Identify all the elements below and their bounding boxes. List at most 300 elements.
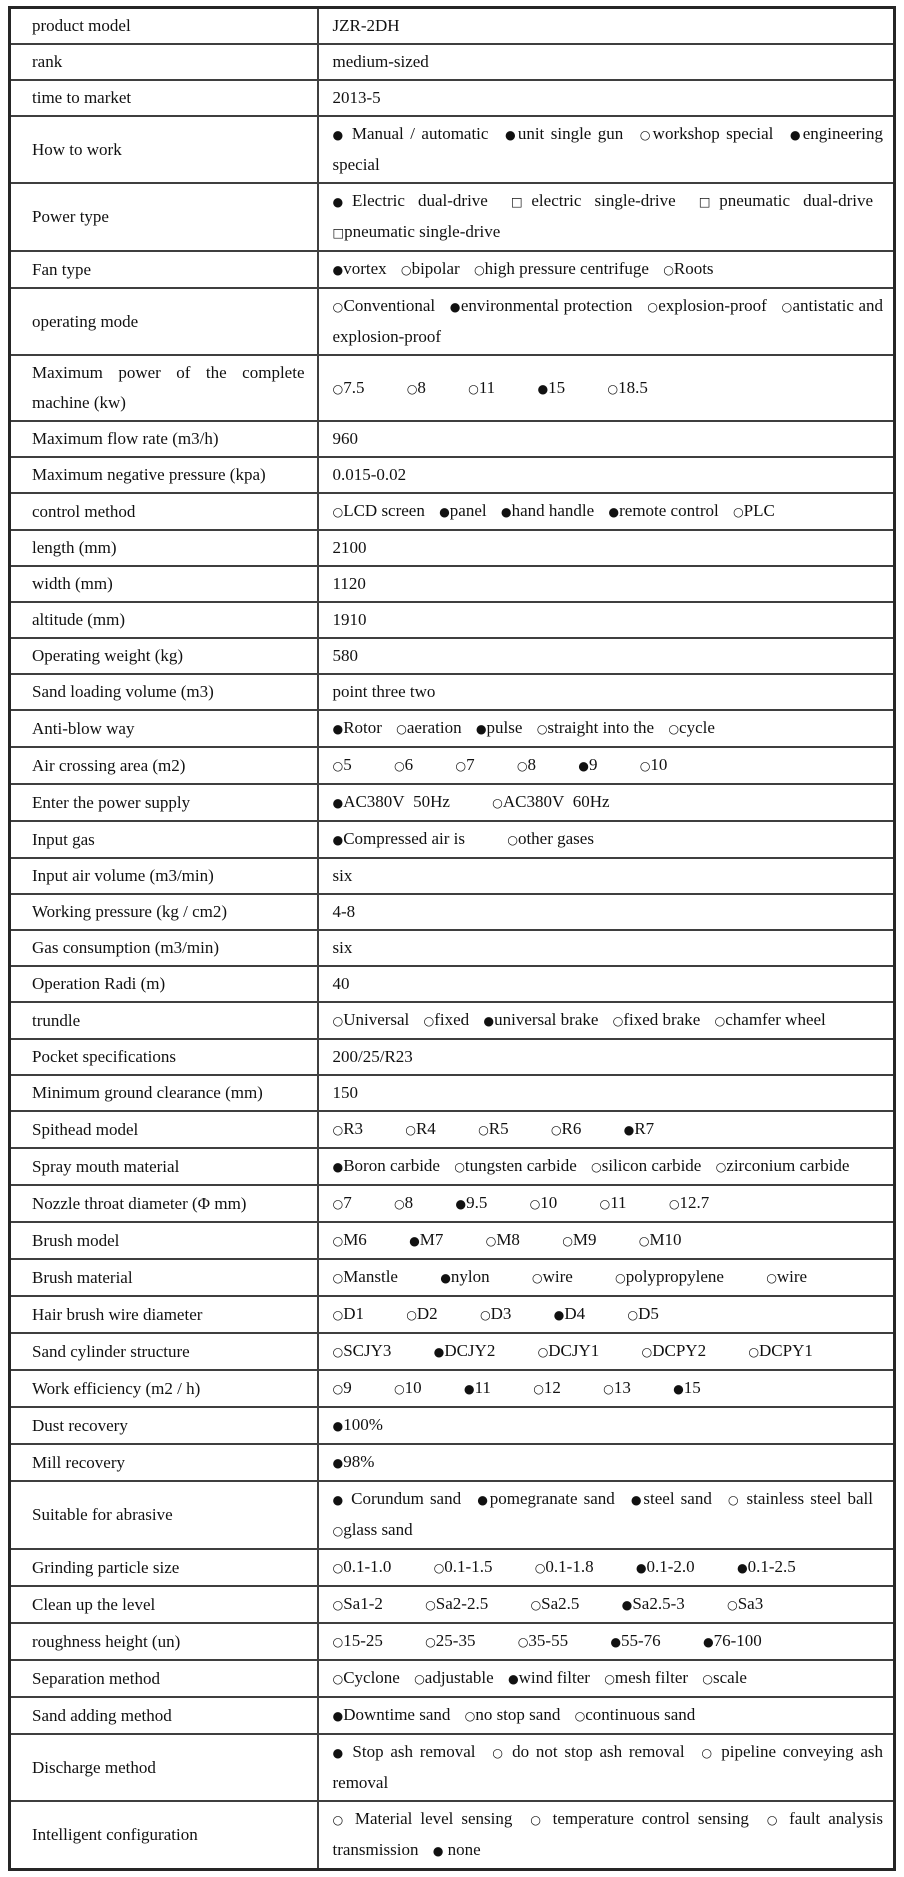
radio-unselected-icon: ○: [715, 1160, 727, 1174]
radio-unselected-icon: ○: [492, 796, 503, 810]
spec-row: [10, 710, 895, 747]
option: [603, 1378, 631, 1397]
radio-unselected-icon: ○: [607, 381, 619, 396]
radio-unselected-icon: ○: [332, 1635, 344, 1649]
spec-value: 580: [318, 638, 895, 674]
spec-value: [318, 1734, 895, 1801]
radio-unselected-icon: ○: [473, 263, 485, 277]
spec-row: [10, 1222, 895, 1259]
option: [748, 1341, 813, 1360]
radio-unselected-icon: ○: [647, 300, 659, 314]
option: [511, 191, 676, 210]
spec-label: Sand adding method: [10, 1697, 318, 1734]
option: [613, 1010, 701, 1029]
radio-unselected-icon: ○: [332, 1598, 344, 1612]
option-label: fixed brake: [623, 1010, 701, 1029]
spec-value: [318, 821, 895, 858]
option: [333, 792, 450, 811]
option: [624, 1119, 655, 1138]
option-label: 25-35: [435, 1631, 476, 1650]
spec-value: 0.015-0.02: [318, 457, 895, 493]
option: [727, 1594, 763, 1613]
spec-label: Gas consumption (m3/min): [10, 930, 318, 966]
radio-selected-icon: ●: [332, 1746, 346, 1760]
option-label: 8: [527, 755, 536, 774]
option-label: 0.1-1.0: [343, 1557, 392, 1576]
option-label: M9: [572, 1230, 597, 1249]
option-label: wind filter: [518, 1668, 590, 1687]
option: [537, 378, 565, 397]
spec-label: Fan type: [10, 251, 318, 288]
spec-value: [318, 1222, 895, 1259]
option-label: wire: [776, 1267, 808, 1286]
radio-selected-icon: ●: [610, 1635, 622, 1649]
option: [333, 1156, 440, 1175]
radio-unselected-icon: ○: [591, 1160, 602, 1174]
radio-selected-icon: ●: [477, 1493, 490, 1507]
option-label: 6: [404, 755, 414, 774]
option-label: adjustable: [424, 1668, 494, 1687]
radio-unselected-icon: ○: [627, 1308, 639, 1322]
radio-unselected-icon: ○: [464, 1709, 476, 1723]
spec-value: [318, 1111, 895, 1148]
radio-selected-icon: ●: [578, 759, 589, 773]
radio-selected-icon: ●: [332, 796, 344, 810]
spec-value: [318, 1586, 895, 1623]
spec-label: rank: [10, 44, 318, 80]
spec-value: [318, 1801, 895, 1870]
radio-unselected-icon: ○: [332, 1672, 344, 1686]
option: [455, 1193, 487, 1212]
option: [333, 501, 425, 520]
spec-value: [318, 1259, 895, 1296]
option-label: pneumatic single-drive: [344, 222, 501, 241]
option-label: 11: [474, 1378, 491, 1397]
spec-row: [10, 183, 895, 251]
radio-selected-icon: ●: [623, 1123, 635, 1137]
spec-table-body: [10, 8, 895, 1870]
option-label: Manstle: [343, 1267, 398, 1286]
option: [425, 1594, 488, 1613]
spec-value: [318, 116, 895, 183]
radio-unselected-icon: ○: [599, 1197, 611, 1211]
spec-label: Air crossing area (m2): [10, 747, 318, 784]
option: [501, 501, 594, 520]
option-label: Universal: [343, 1010, 410, 1029]
radio-unselected-icon: ○: [332, 759, 344, 773]
spec-row: [10, 784, 895, 821]
radio-unselected-icon: ○: [332, 1345, 344, 1359]
option-label: explosion-proof: [658, 296, 767, 315]
spec-value: [318, 1407, 895, 1444]
radio-selected-icon: ●: [504, 128, 518, 142]
spec-value: [318, 1623, 895, 1660]
option: [486, 1230, 520, 1249]
option-label: high pressure centrifuge: [484, 259, 649, 278]
option: [476, 718, 523, 737]
option-label: fixed: [434, 1010, 470, 1029]
spec-label: Power type: [10, 183, 318, 251]
spec-label: operating mode: [10, 288, 318, 355]
spec-row: [10, 1481, 895, 1549]
radio-unselected-icon: ○: [406, 381, 418, 396]
spec-label: Brush material: [10, 1259, 318, 1296]
option-label: zirconium carbide: [726, 1156, 850, 1175]
option: [532, 1267, 573, 1286]
option-label: do not stop ash removal: [505, 1742, 685, 1761]
option: [394, 755, 413, 774]
spec-row: [10, 894, 895, 930]
radio-selected-icon: ●: [332, 1160, 344, 1174]
option-label: D3: [490, 1304, 512, 1323]
option-label: Electric dual-drive: [352, 191, 488, 210]
radio-unselected-icon: ○: [732, 505, 744, 519]
radio-selected-icon: ●: [332, 128, 346, 142]
spec-label: Sand cylinder structure: [10, 1333, 318, 1370]
radio-unselected-icon: ○: [425, 1635, 436, 1649]
option: [333, 1557, 392, 1576]
radio-unselected-icon: ○: [332, 1561, 344, 1575]
radio-selected-icon: ●: [463, 1382, 475, 1396]
spec-value: 40: [318, 966, 895, 1002]
radio-unselected-icon: ○: [714, 1014, 726, 1028]
option: [333, 1304, 364, 1323]
radio-unselected-icon: ○: [529, 1197, 541, 1211]
radio-unselected-icon: ○: [332, 1382, 344, 1396]
radio-unselected-icon: ○: [454, 1160, 465, 1174]
spec-row: [10, 457, 895, 493]
radio-unselected-icon: ○: [727, 1493, 741, 1507]
option-label: 12.7: [679, 1193, 710, 1212]
option-label: antistatic and explosion-proof: [332, 296, 884, 346]
option-label: pneumatic dual-drive: [719, 191, 874, 210]
option: [615, 1267, 724, 1286]
radio-unselected-icon: ○: [668, 722, 680, 736]
option: [474, 259, 649, 278]
option: [333, 1489, 462, 1508]
option: [669, 1193, 709, 1212]
option: [507, 829, 594, 848]
option-label: DCJY1: [548, 1341, 600, 1360]
spec-row: [10, 1039, 895, 1075]
option: [604, 1668, 688, 1687]
option: [439, 501, 487, 520]
radio-selected-icon: ●: [500, 505, 512, 519]
radio-unselected-icon: ○: [612, 1014, 624, 1028]
radio-unselected-icon: ○: [485, 1234, 497, 1248]
radio-selected-icon: ●: [332, 1456, 344, 1470]
spec-label: trundle: [10, 1002, 318, 1039]
option: [622, 1594, 685, 1613]
spec-value: [318, 288, 895, 355]
option-label: stainless steel ball: [740, 1489, 873, 1508]
spec-label: roughness height (un): [10, 1623, 318, 1660]
option-label: 18.5: [618, 377, 648, 397]
radio-selected-icon: ●: [483, 1014, 495, 1028]
spec-label: Mill recovery: [10, 1444, 318, 1481]
option-label: pipeline conveying ash removal: [332, 1742, 883, 1792]
spec-value: six: [318, 930, 895, 966]
option: [636, 1557, 695, 1576]
option: [492, 792, 609, 811]
spec-row: [10, 1002, 895, 1039]
option-label: 0.1-2.5: [747, 1557, 796, 1576]
radio-selected-icon: ●: [630, 1493, 644, 1507]
spec-row: [10, 858, 895, 894]
option-label: Manual / automatic: [345, 124, 489, 143]
option-label: Sa3: [737, 1594, 764, 1613]
radio-unselected-icon: ○: [537, 1345, 549, 1359]
spec-label: Input gas: [10, 821, 318, 858]
option-label: Downtime sand: [343, 1705, 451, 1724]
option: [737, 1557, 796, 1576]
radio-selected-icon: ●: [439, 505, 450, 519]
spec-value: 2013-5: [318, 80, 895, 116]
spec-row: [10, 930, 895, 966]
spec-row: [10, 80, 895, 116]
radio-selected-icon: ●: [332, 1419, 344, 1433]
option-label: universal brake: [494, 1010, 599, 1029]
option-label: Material level sensing: [346, 1809, 513, 1828]
radio-unselected-icon: ○: [492, 1746, 506, 1760]
radio-unselected-icon: ○: [615, 1271, 626, 1285]
radio-selected-icon: ●: [409, 1234, 420, 1248]
spec-row: [10, 1296, 895, 1333]
spec-value: [318, 1148, 895, 1185]
option-label: 10: [404, 1378, 422, 1397]
spec-value: [318, 1697, 895, 1734]
spec-row: [10, 821, 895, 858]
option: [333, 1341, 392, 1360]
option-label: no stop sand: [475, 1705, 561, 1724]
radio-unselected-icon: ○: [516, 759, 528, 773]
spec-value: [318, 1370, 895, 1407]
spec-value: [318, 1296, 895, 1333]
option: [333, 124, 489, 143]
option: [673, 1378, 701, 1397]
option: [530, 1193, 558, 1212]
option: [465, 1705, 561, 1724]
option: [433, 1840, 481, 1859]
spec-label: Grinding particle size: [10, 1549, 318, 1586]
option-label: 10: [650, 755, 668, 774]
option: [333, 1267, 398, 1286]
radio-selected-icon: ●: [449, 300, 461, 314]
option: [702, 1668, 747, 1687]
option-label: 7: [343, 1193, 352, 1212]
option-label: continuous sand: [585, 1705, 696, 1724]
radio-selected-icon: ●: [635, 1561, 647, 1575]
option-label: remote control: [619, 501, 719, 520]
option-label: other gases: [517, 829, 594, 848]
option-label: Rotor: [343, 718, 382, 737]
spec-label: Working pressure (kg / cm2): [10, 894, 318, 930]
radio-unselected-icon: ○: [393, 1197, 405, 1211]
option: [728, 1489, 873, 1508]
option-label: Stop ash removal: [345, 1742, 476, 1761]
spec-label: Dust recovery: [10, 1407, 318, 1444]
option-label: LCD screen: [343, 501, 425, 520]
option: [518, 1631, 568, 1650]
radio-unselected-icon: ○: [396, 722, 407, 736]
option: [434, 1557, 493, 1576]
spec-row: [10, 1549, 895, 1586]
spec-row: [10, 1623, 895, 1660]
radio-selected-icon: ●: [608, 505, 620, 519]
radio-unselected-icon: ○: [507, 833, 518, 847]
option: [508, 1668, 590, 1687]
radio-unselected-icon: ○: [701, 1746, 715, 1760]
option-label: 35-55: [528, 1631, 569, 1650]
spec-value: [318, 710, 895, 747]
option-label: temperature control sensing: [544, 1809, 749, 1828]
radio-selected-icon: ●: [736, 1561, 748, 1575]
option-label: 15-25: [343, 1631, 383, 1650]
option: [591, 1156, 701, 1175]
radio-unselected-icon: ○: [534, 1561, 546, 1575]
option-label: 13: [613, 1378, 631, 1397]
option-label: scale: [712, 1668, 747, 1687]
spec-value: [318, 747, 895, 784]
option: [642, 1341, 707, 1360]
option-label: DCJY2: [444, 1341, 496, 1360]
spec-value: [318, 355, 895, 421]
spec-label: Minimum ground clearance (mm): [10, 1075, 318, 1111]
spec-label: Spray mouth material: [10, 1148, 318, 1185]
option: [640, 124, 774, 143]
spec-label: Work efficiency (m2 / h): [10, 1370, 318, 1407]
spec-label: Separation method: [10, 1660, 318, 1697]
option-label: wire: [542, 1267, 573, 1286]
spec-value: 1120: [318, 566, 895, 602]
spec-label: width (mm): [10, 566, 318, 602]
option: [533, 1378, 561, 1397]
spec-value: point three two: [318, 674, 895, 710]
option: [333, 1631, 383, 1650]
option-label: M10: [649, 1230, 682, 1249]
option-label: M6: [343, 1230, 367, 1249]
radio-selected-icon: ●: [553, 1308, 565, 1322]
radio-unselected-icon: ○: [702, 1672, 713, 1686]
spec-value: [318, 183, 895, 251]
radio-unselected-icon: ○: [638, 1234, 650, 1248]
spec-row: [10, 116, 895, 183]
option-label: 8: [404, 1193, 414, 1212]
option-label: Sa1-2: [343, 1594, 383, 1613]
option: [464, 1378, 491, 1397]
spec-value: [318, 251, 895, 288]
spec-label: How to work: [10, 116, 318, 183]
radio-selected-icon: ●: [440, 1271, 451, 1285]
radio-unselected-icon: ○: [604, 1672, 615, 1686]
radio-unselected-icon: ○: [574, 1709, 586, 1723]
spec-label: Anti-blow way: [10, 710, 318, 747]
spec-label: control method: [10, 493, 318, 530]
spec-label: Suitable for abrasive: [10, 1481, 318, 1549]
radio-unselected-icon: ○: [332, 1234, 344, 1248]
spec-row: [10, 1586, 895, 1623]
spec-label: Sand loading volume (m3): [10, 674, 318, 710]
option: [333, 718, 382, 737]
option-label: AC380V 60Hz: [502, 792, 610, 811]
spec-value: 1910: [318, 602, 895, 638]
radio-selected-icon: ●: [432, 1844, 444, 1858]
option: [333, 755, 352, 774]
option-label: engineering special: [332, 124, 883, 174]
option-label: 7.5: [343, 377, 365, 397]
radio-unselected-icon: ○: [425, 1598, 436, 1612]
option-label: Compressed air is: [343, 829, 466, 848]
radio-unselected-icon: ○: [530, 1813, 545, 1827]
radio-unselected-icon: ○: [766, 1813, 782, 1827]
spec-value: [318, 1333, 895, 1370]
radio-unselected-icon: ○: [639, 759, 651, 773]
option: [425, 1631, 475, 1650]
option: [538, 1341, 600, 1360]
spec-row: [10, 8, 895, 45]
radio-unselected-icon: ○: [530, 1598, 542, 1612]
spec-label: Enter the power supply: [10, 784, 318, 821]
radio-unselected-icon: ○: [641, 1345, 653, 1359]
option-label: 0.1-1.5: [444, 1557, 493, 1576]
option: [530, 1809, 749, 1828]
option: [406, 1304, 437, 1323]
option: [434, 1341, 496, 1360]
radio-unselected-icon: ○: [332, 1123, 344, 1137]
option-label: 9: [588, 755, 598, 774]
option-label: Corundum sand: [345, 1489, 462, 1508]
spec-label: Maximum flow rate (m3/h): [10, 421, 318, 457]
option: [333, 222, 501, 241]
spec-row: [10, 966, 895, 1002]
spec-row: [10, 674, 895, 710]
radio-selected-icon: ●: [332, 722, 344, 736]
spec-row: [10, 1660, 895, 1697]
radio-unselected-icon: ○: [531, 1271, 543, 1285]
radio-unselected-icon: ○: [663, 263, 674, 277]
spec-row: [10, 288, 895, 355]
radio-selected-icon: ●: [673, 1382, 684, 1396]
option-label: silicon carbide: [601, 1156, 702, 1175]
spec-row: [10, 1185, 895, 1222]
option: [333, 1193, 352, 1212]
spec-row: [10, 355, 895, 421]
option: [409, 1230, 443, 1249]
option-label: R4: [415, 1119, 436, 1138]
option-label: environmental protection: [460, 296, 633, 315]
spec-row: [10, 1407, 895, 1444]
option: [492, 1742, 684, 1761]
spec-value: six: [318, 858, 895, 894]
spec-value: 150: [318, 1075, 895, 1111]
spec-value: 200/25/R23: [318, 1039, 895, 1075]
option: [333, 296, 436, 315]
radio-unselected-icon: ○: [332, 300, 344, 314]
spec-row: [10, 421, 895, 457]
option-label: 5: [343, 755, 352, 774]
option: [333, 1415, 383, 1434]
option: [405, 1119, 436, 1138]
option-label: hand handle: [511, 501, 595, 520]
option-label: 0.1-1.8: [545, 1557, 594, 1576]
option-label: Conventional: [343, 296, 436, 315]
option-label: PLC: [743, 501, 775, 520]
option-label: electric single-drive: [531, 191, 676, 210]
option-label: 15: [548, 377, 566, 397]
option: [333, 1809, 513, 1828]
option-label: pulse: [486, 718, 523, 737]
option-label: 55-76: [621, 1631, 661, 1650]
